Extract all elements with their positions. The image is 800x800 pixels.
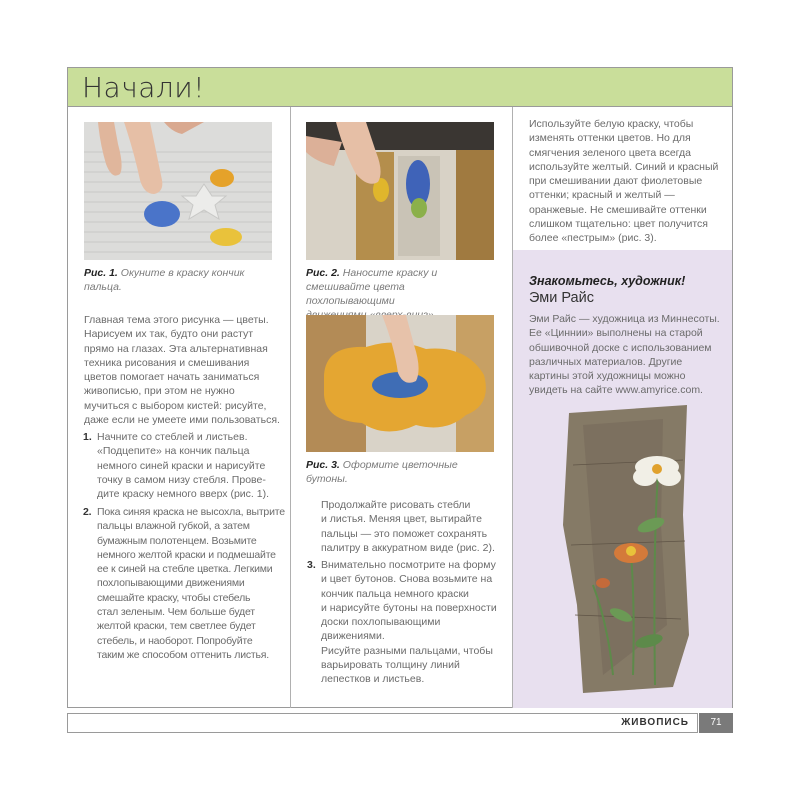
page-frame <box>67 67 733 708</box>
artist-painting <box>563 405 693 695</box>
artist-box <box>513 250 732 708</box>
sidebar-column <box>513 107 732 708</box>
footer-bar <box>67 713 698 733</box>
tip-paragraph: Используйте белую краску, чтобы изменять оттенки цветов. Но для смягчения зеленого цвета всегда используйте желтый. Синий и красный при смешивании дают фиолетовые оттенки; красный и желтый — оранжевые. Не смешивайте оттенки слишком тщательно: цвет получится более «пестрым» (рис. 3). <box>529 118 719 245</box>
artist-name: Эми Райс <box>529 290 594 306</box>
figure-1-caption: Рис. 1. Окуните в краску кончик пальца. <box>84 267 245 293</box>
artist-heading: Знакомьтесь, художник! <box>529 274 686 288</box>
page-title: Начали! <box>82 71 205 104</box>
artist-bio: Эми Райс — художница из Миннесоты. Ее «Циннии» выполнены на старой обшивочной доске с использованием различных материалов. Другие картины этой художницы можно увидеть на сайте www.amyrice.com. <box>529 313 720 397</box>
section-label: ЖИВОПИСЬ <box>621 717 689 728</box>
figure-2-photo <box>306 122 494 260</box>
header-bar <box>68 68 732 107</box>
figure-1-photo <box>84 122 272 260</box>
tip-box <box>513 107 732 250</box>
figure-3-caption: Рис. 3. Оформите цветочные бутоны. <box>306 459 458 485</box>
column-divider-1 <box>290 107 291 708</box>
figure-3-photo <box>306 315 494 452</box>
footer <box>67 713 733 733</box>
page-number: 71 <box>699 713 733 733</box>
figure-2-caption: Рис. 2. Наносите краску и смешивайте цвета похлопывающими <box>306 267 438 307</box>
step-1: 1. Начните со стеблей и листьев. «Подцепите» на кончик пальца немного синей краски и нарисуйте точку в самом низу стебля. Прове- дите краску немного вверх (рис. 1). <box>83 431 269 501</box>
step-2: 2. Пока синяя краска не высохла, вытрите пальцы влажной губкой, а затем бумажным полотенцем. Возьмите немного желтой краски и подмешайте ее к синей на стебле цветка. Легкими похлопывающими движениями смешайте краску, чтобы стебель стал зеленым. Чем больше будет желтой краски, тем светлее будет стебель, и наоборот. Попробуйте таким же способом оттенить листья. <box>83 506 285 661</box>
step-3: 3. Внимательно посмотрите на форму и цвет бутонов. Снова возьмите на кончик пальца немного краски и нарисуйте бутоны на поверхности доски похлопывающими движениями. Рисуйте разными пальцами, чтобы варьировать толщину линий лепестков и листьев. <box>307 559 497 686</box>
continue-paragraph: Продолжайте рисовать стебли и листья. Меняя цвет, вытирайте пальцы — это поможет сохранять палитру в аккуратном виде (рис. 2). <box>321 499 495 554</box>
intro-paragraph: Главная тема этого рисунка — цветы. Нарисуем их так, будто они растут прямо на глазах. Эта альтернативная техника рисования и смешивания цветов помогает начать заниматься живописью, при этом не нужно мучиться с выбором кистей: рисуйте, даже если не умеете ими пользоваться. <box>84 314 280 427</box>
